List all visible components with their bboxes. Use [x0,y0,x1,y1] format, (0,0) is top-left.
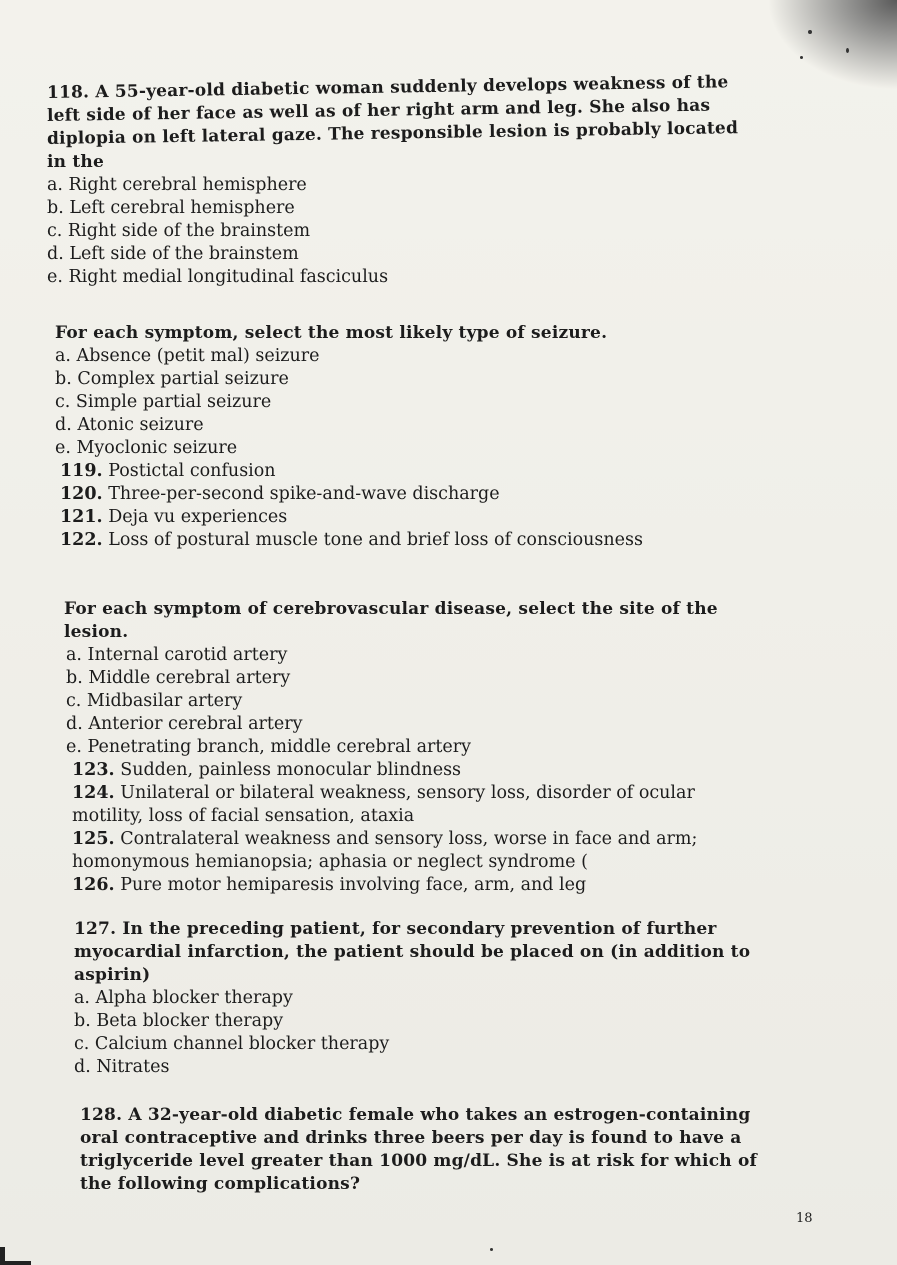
seizure-option-a: a. Absence (petit mal) seizure [55,346,320,366]
seizure-question-set [55,322,875,552]
page-number: 18 [796,1211,813,1226]
question-122 [55,529,875,552]
corner-mark [0,1247,31,1265]
q127-option-c: c. Calcium channel blocker therapy [74,1034,390,1054]
q124-number: 124. [72,783,115,803]
q123-text: Sudden, painless monocular blindness [120,760,462,780]
cerebrovascular-question-set [64,598,884,897]
scan-speck [490,1248,493,1251]
q118-stem-line-1: 118. A 55-year-old diabetic woman suddenly develops weakness of the [46,72,729,103]
cerebro-option-c: c. Midbasilar artery [66,691,243,711]
question-125 [64,828,884,851]
question-121 [55,506,875,529]
q118-stem-line-3: diplopia on left lateral gaze. The responsible lesion is probably located [46,118,739,149]
seizure-option-d: d. Atonic seizure [55,415,204,435]
q125-text-line-2: homonymous hemianopsia; aphasia or neglect syndrome ( [72,852,588,872]
q127-option-a: a. Alpha blocker therapy [74,988,293,1008]
q122-text: Loss of postural muscle tone and brief loss of consciousness [108,530,643,550]
q118-option-a: a. Right cerebral hemisphere [47,175,307,195]
q127-option-b: b. Beta blocker therapy [74,1011,284,1031]
q119-number: 119. [60,461,103,481]
q120-number: 120. [60,484,103,504]
seizure-option-c: c. Simple partial seizure [55,392,272,412]
q118-stem-line-4: in the [47,152,104,172]
scan-speck [800,56,803,59]
cerebro-option-e: e. Penetrating branch, middle cerebral artery [66,737,472,757]
scan-speck [808,30,812,34]
q118-stem-line-2: left side of her face as well as of her right arm and leg. She also has [46,95,711,126]
q127-stem-line-1: 127. In the preceding patient, for secondary prevention of further [74,919,717,939]
question-126 [64,874,884,897]
q120-text: Three-per-second spike-and-wave discharge [108,484,500,504]
q127-option-d: d. Nitrates [74,1057,170,1077]
question-124 [64,782,884,805]
q128-stem-line-1: 128. A 32-year-old diabetic female who takes an estrogen-containing [80,1105,751,1125]
question-118 [46,72,867,289]
q118-option-d: d. Left side of the brainstem [47,244,299,264]
q119-text: Postictal confusion [108,461,276,481]
q118-option-e: e. Right medial longitudinal fasciculus [47,267,389,287]
seizure-option-b: b. Complex partial seizure [55,369,289,389]
q126-number: 126. [72,875,115,895]
seizure-heading: For each symptom, select the most likely type of seizure. [55,323,608,343]
q121-text: Deja vu experiences [108,507,288,527]
q124-text-line-2: motility, loss of facial sensation, ataxia [72,806,415,826]
question-123 [64,759,884,782]
q128-stem-line-3: triglyceride level greater than 1000 mg/dL. She is at risk for which of [80,1151,758,1171]
cerebro-option-b: b. Middle cerebral artery [66,668,291,688]
q122-number: 122. [60,530,103,550]
q123-number: 123. [72,760,115,780]
cerebro-option-d: d. Anterior cerebral artery [66,714,303,734]
q125-text-line-1: Contralateral weakness and sensory loss, worse in face and arm; [120,829,698,849]
q124-text-line-1: Unilateral or bilateral weakness, sensory loss, disorder of ocular [120,783,695,803]
scan-speck [846,48,849,53]
q128-stem-line-2: oral contraceptive and drinks three beers per day is found to have a [80,1128,742,1148]
q128-stem-line-4: the following complications? [80,1174,361,1194]
q127-stem-line-3: aspirin) [74,965,151,985]
q118-option-b: b. Left cerebral hemisphere [47,198,295,218]
q118-option-c: c. Right side of the brainstem [47,221,311,241]
cerebro-heading-line-1: For each symptom of cerebrovascular disease, select the site of the [64,599,718,619]
question-127 [74,918,894,1079]
question-128 [80,1104,897,1196]
question-120 [55,483,875,506]
cerebro-heading-line-2: lesion. [64,622,129,642]
cerebro-option-a: a. Internal carotid artery [66,645,288,665]
q126-text: Pure motor hemiparesis involving face, arm, and leg [120,875,587,895]
q127-stem-line-2: myocardial infarction, the patient should be placed on (in addition to [74,942,751,962]
seizure-option-e: e. Myoclonic seizure [55,438,238,458]
question-119 [55,460,875,483]
q125-number: 125. [72,829,115,849]
q121-number: 121. [60,507,103,527]
